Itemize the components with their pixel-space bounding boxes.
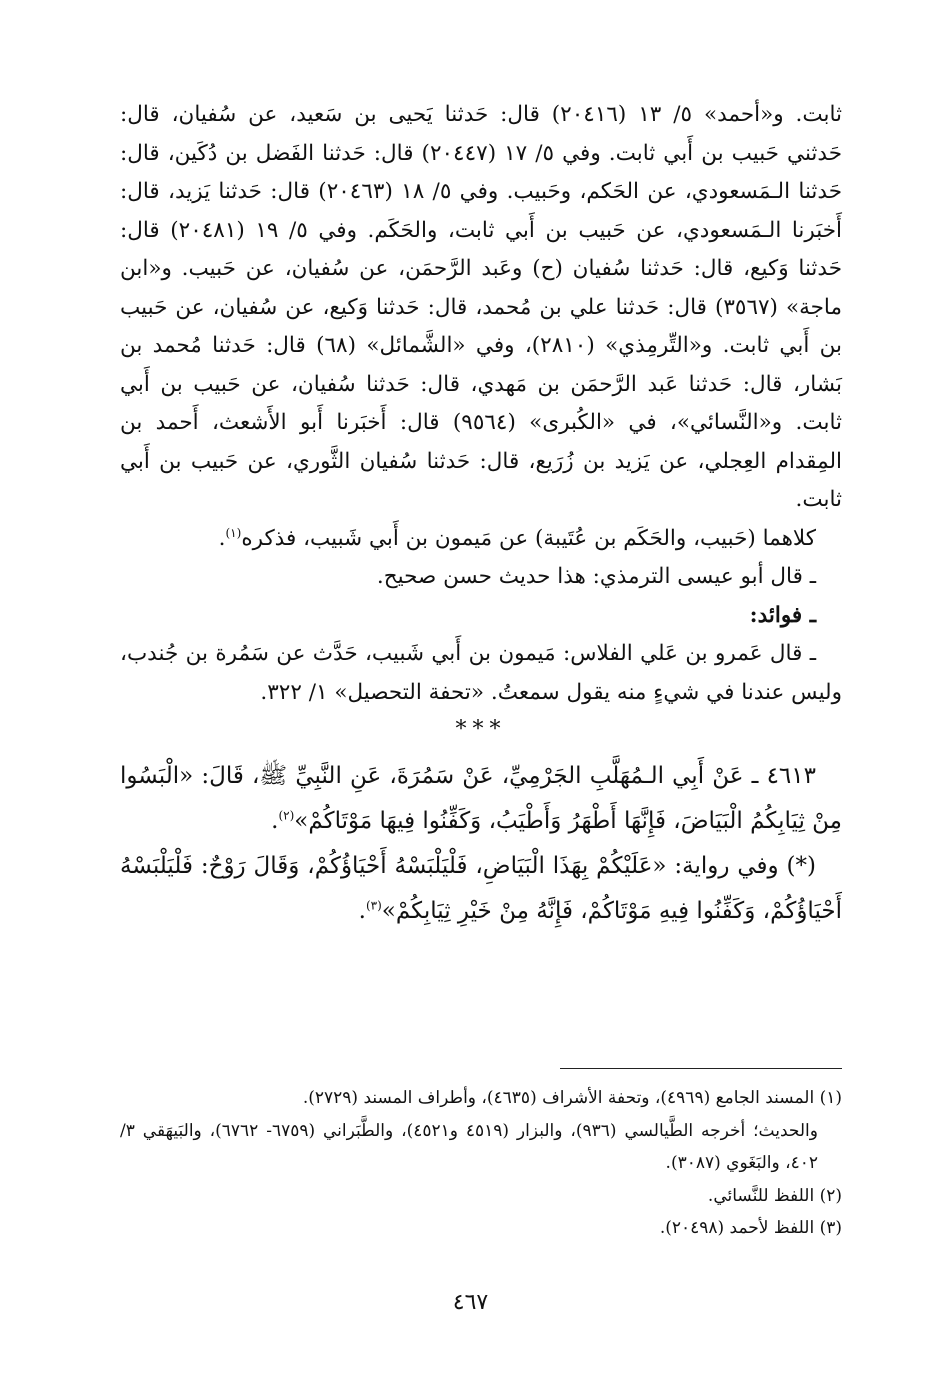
footnote-ref-3[interactable]: (٣) <box>365 898 382 913</box>
hadith-variant-end: . <box>358 898 366 924</box>
section-separator: *** <box>455 717 507 742</box>
paragraph-text: كلاهما (حَبيب، والحَكَم بن عُتَيبة) عن مَيمون بن أَبي شَبيب، فذكره <box>241 525 816 551</box>
footnote-1: (١) المسند الجامع (٤٩٦٩)، وتحفة الأشراف (٤٦٣٥)، وأطراف المسند (٢٧٢٩). <box>302 1088 842 1108</box>
footnote-2: (٢) اللفظ للنَّسائي. <box>707 1185 842 1206</box>
paragraph-end: . <box>218 525 226 551</box>
hadith-text <box>120 754 842 844</box>
tirmidhi-note: ـ قال أبو عيسى الترمذي: هذا حديث حسن صحيح. <box>376 564 816 589</box>
hadith-variant <box>120 844 842 934</box>
footnote-ref-2[interactable]: (٢) <box>278 808 295 823</box>
benefit-paragraph: ـ قال عَمرو بن عَلي الفلاس: مَيمون بن أَبي شَبيب، حَدَّث عن سَمُرة بن جُندب، وليس عندنا في شيءٍ منه يقول سمعتُ. «تحفة التحصيل» ١/ ٣٢٢. <box>120 641 842 705</box>
benefits-heading: ـ فوائد: <box>749 602 816 628</box>
page-number: ٤٦٧ <box>452 1290 489 1315</box>
footnote-1-continuation: والحديث؛ أخرجه الطَّيالسي (٩٣٦)، والبزار (٤٥١٩ و٤٥٢١)، والطَّبَراني (٦٧٥٩- ٦٧٦٢)، والبَيهَقي ٣/ ٤٠٢، والبَغَوي (٣٠٨٧). <box>120 1120 818 1173</box>
citation-paragraph: ثابت. و«أحمد» ٥/ ١٣ (٢٠٤١٦) قال: حَدثنا يَحيى بن سَعيد، عن سُفيان، قال: حَدثني حَبيب بن أَبي ثابت. وفي ٥/ ١٧ (٢٠٤٤٧) قال: حَدثنا الفَضل بن دُكَين، قال: حَدثنا الـمَسعودي، عن الحَكم، وحَبيب. وفي ٥/ ١٨ (٢٠٤٦٣) قال: حَدثنا يَزيد، قال: أَخبَرنا الـمَسعودي، عن حَبيب بن أَبي ثابت، والحَكَم. وفي ٥/ ١٩ (٢٠٤٨١) قال: حَدثنا وَكيع، قال: حَدثنا سُفيان (ح) وعَبد الرَّحمَن، عن سُفيان، عن حَبيب. و«ابن ماجة» (٣٥٦٧) قال: حَدثنا علي بن مُحمد، قال: حَدثنا وَكيع، عن سُفيان، عن حَبيب بن أَبي ثابت. و«التِّرمِذي» (٢٨١٠)، وفي «الشَّمائل» (٦٨) قال: حَدثنا مُحمد بن بَشار، قال: حَدثنا عَبد الرَّحمَن بن مَهدي، قال: حَدثنا سُفيان، عن حَبيب بن أَبي ثابت. و«النَّسائي»، في «الكُبرى» (٩٥٦٤) قال: أَخبَرنا أَبو الأَشعث، أَحمد بن المِقدام العِجلي، عن يَزيد بن زُرَيع، قال: حَدثنا سُفيان الثَّوري، عن حَبيب بن أَبي ثابت. <box>120 102 842 512</box>
hadith-line-end: . <box>271 808 279 834</box>
hadith-variant-text: (*) وفي رواية: «عَلَيْكُمْ بِهَذَا الْبَيَاضِ، فَلْيَلْبَسْهُ أَحْيَاؤُكُمْ، وَقَالَ رَوْحٌ: فَلْيَلْبَسْهُ أَحْيَاؤُكُمْ، وَكَفِّنُوا فِيهِ مَوْتَاكُمْ، فَإِنَّهُ مِنْ خَيْرِ ثِيَابِكُمْ» <box>120 853 842 924</box>
footnote-divider <box>560 1068 842 1069</box>
hadith-line: ٤٦١٣ ـ عَنْ أَبِي الـمُهَلَّبِ الجَرْمِيِّ، عَنْ سَمُرَةَ، عَنِ النَّبِيِّ ﷺ، قَالَ: «الْبَسُوا مِنْ ثِيَابِكُمُ الْبَيَاضَ، فَإِنَّهَا أَطْهَرُ وَأَطْيَبُ، وَكَفِّنُوا فِيهَا مَوْتَاكُمْ» <box>120 763 842 834</box>
footnotes <box>120 1082 842 1245</box>
hadith-block <box>120 754 842 934</box>
footnote-3: (٣) اللفظ لأحمد (٢٠٤٩٨). <box>659 1218 842 1238</box>
main-text <box>120 96 842 934</box>
footnote-ref-1[interactable]: (١) <box>225 525 242 540</box>
paragraph-both-narrators <box>120 520 842 559</box>
